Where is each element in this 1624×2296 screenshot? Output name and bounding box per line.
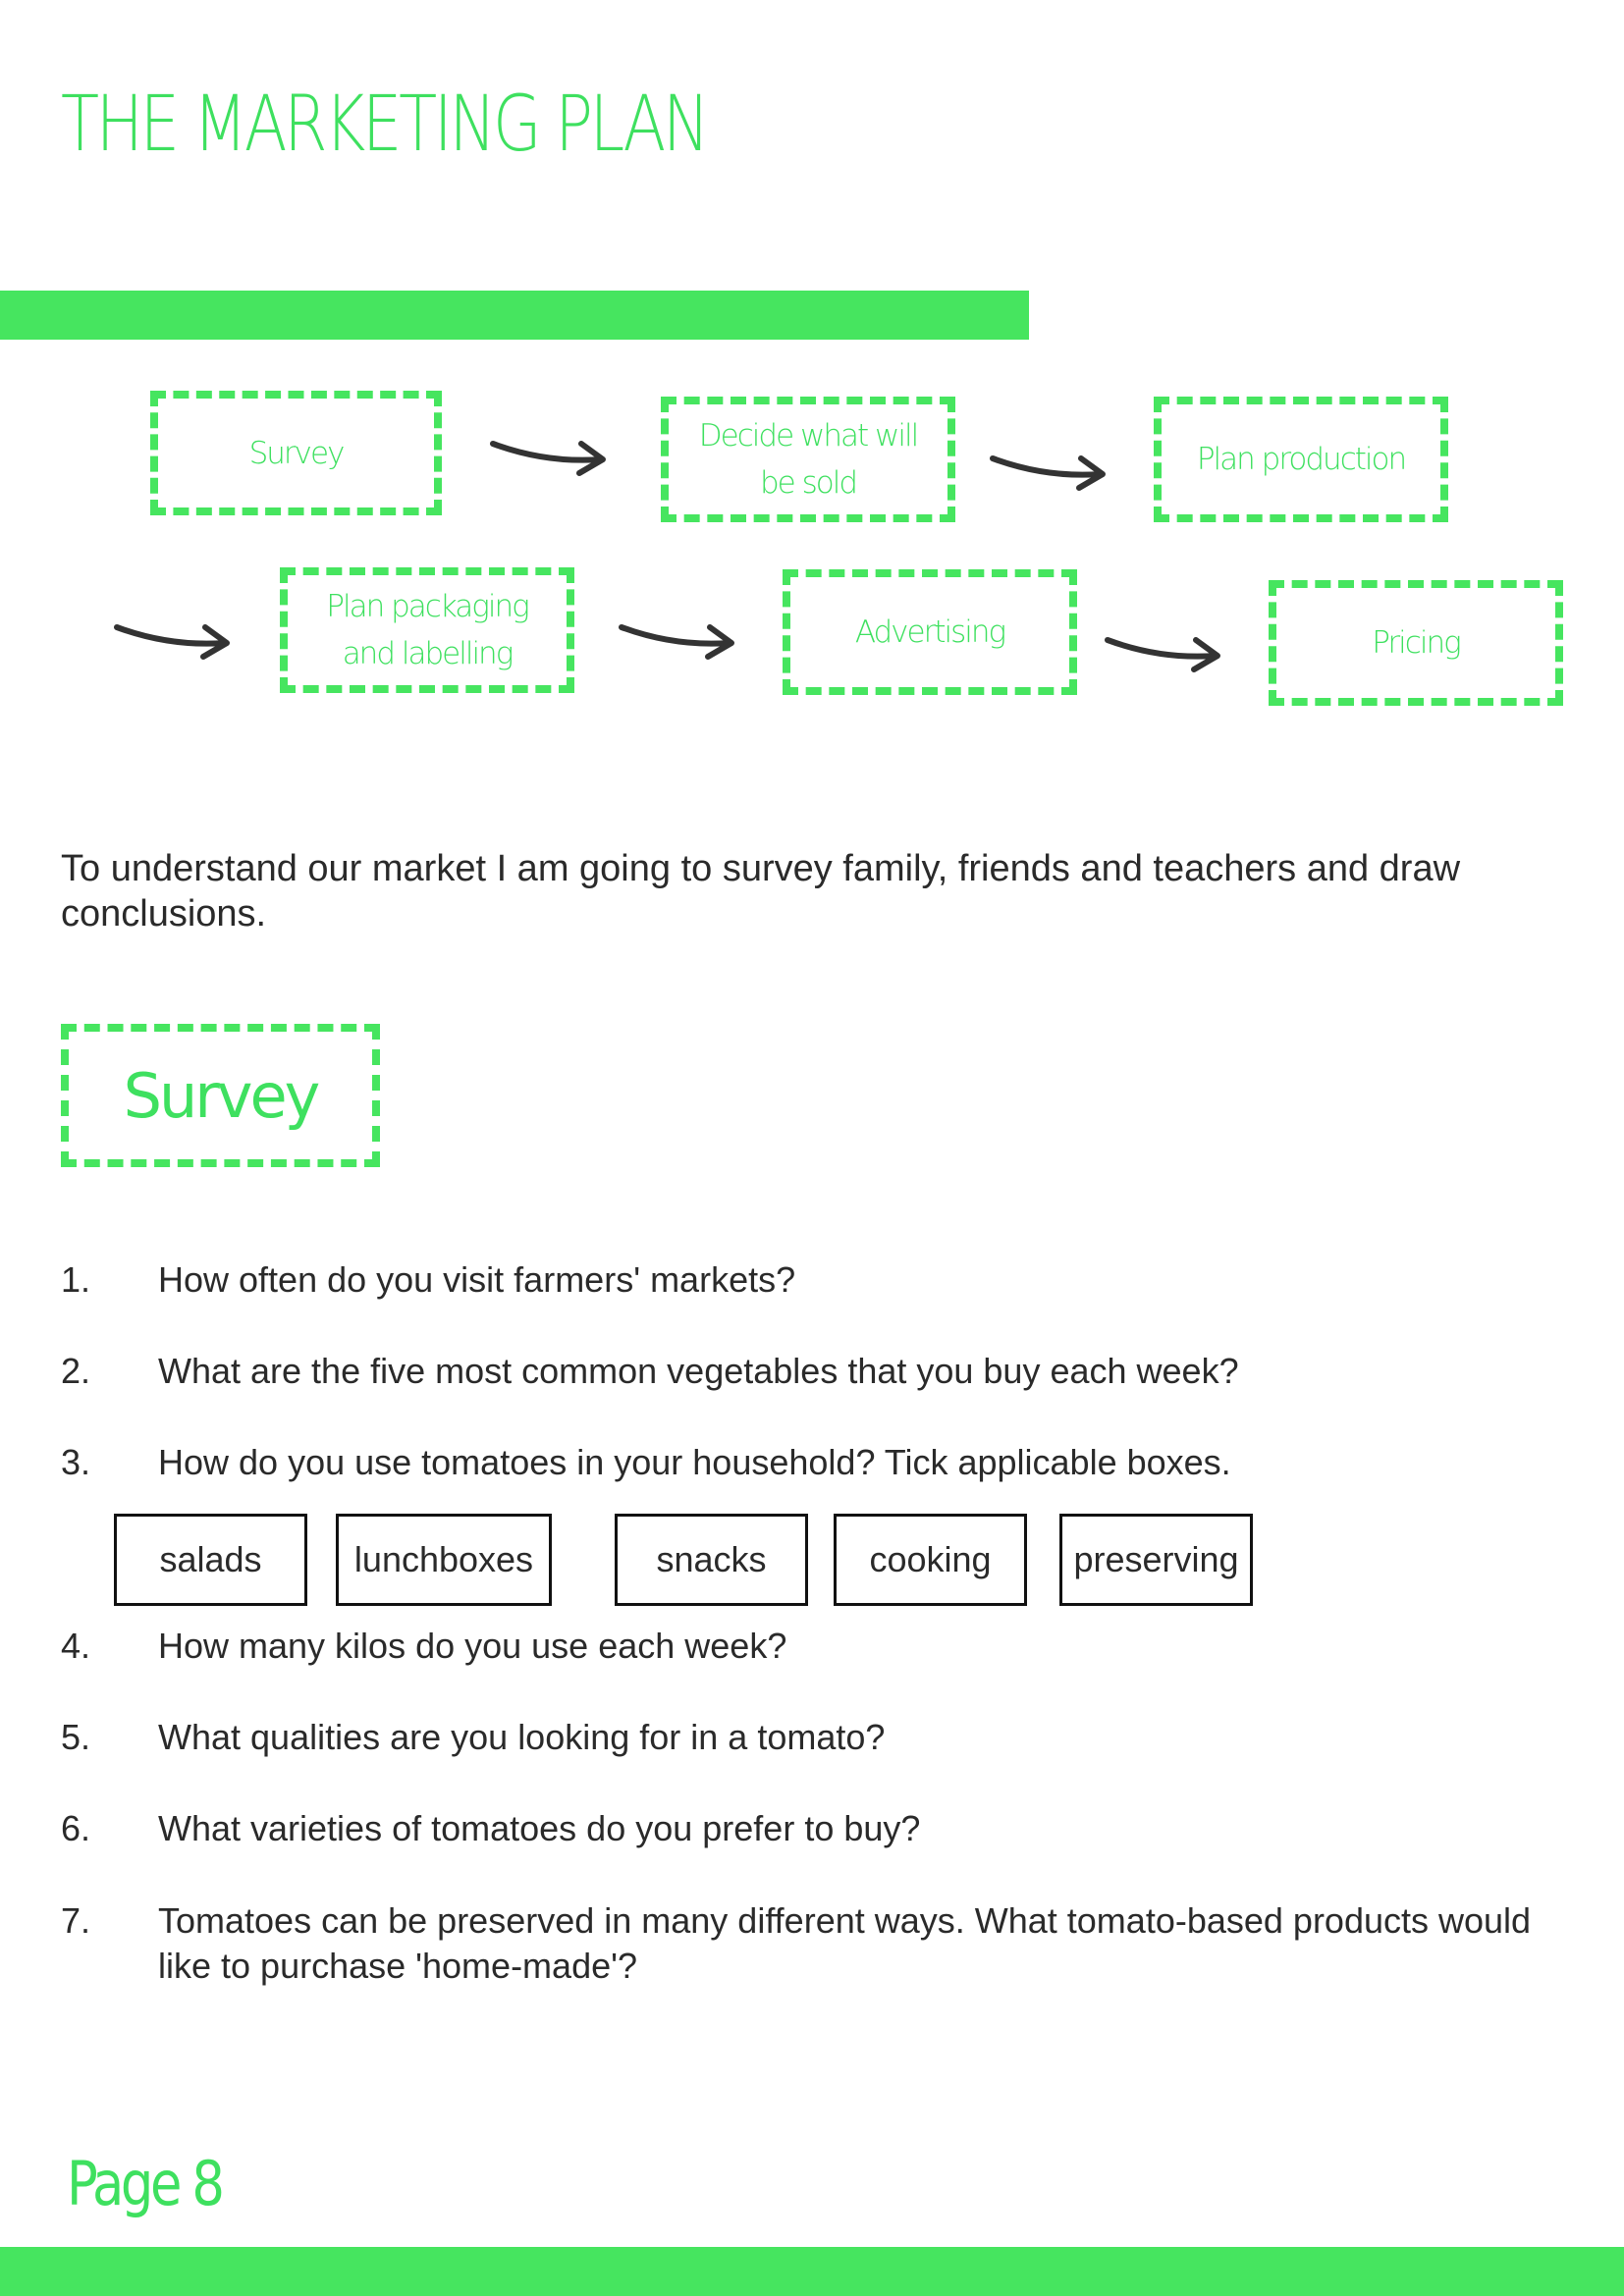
option-lunchboxes[interactable]: lunchboxes (336, 1514, 552, 1606)
question-number: 3. (61, 1442, 91, 1482)
flow-step-advertising: Advertising (783, 569, 1077, 695)
question-text: How do you use tomatoes in your household? Tick applicable boxes. (158, 1442, 1231, 1482)
arrow-right-icon (987, 447, 1114, 496)
question-number: 4. (61, 1626, 91, 1666)
option-salads[interactable]: salads (114, 1514, 307, 1606)
option-snacks[interactable]: snacks (615, 1514, 808, 1606)
question-text: What are the five most common vegetables that you buy each week? (158, 1351, 1239, 1391)
question-number: 7. (61, 1900, 91, 1941)
question-text: How often do you visit farmers' markets? (158, 1259, 796, 1300)
option-cooking[interactable]: cooking (834, 1514, 1027, 1606)
arrow-right-icon (487, 432, 615, 481)
header-accent-bar (0, 291, 1029, 340)
page-title: THE MARKETING PLAN (61, 80, 707, 169)
survey-heading: Survey (61, 1024, 380, 1167)
question-number: 1. (61, 1259, 91, 1300)
flow-step-pricing: Pricing (1269, 580, 1563, 706)
flow-step-survey: Survey (150, 391, 442, 515)
question-text: What qualities are you looking for in a tomato? (158, 1717, 886, 1757)
flow-step-decide: Decide what will be sold (661, 397, 955, 522)
question-text: What varieties of tomatoes do you prefer to buy? (158, 1808, 921, 1848)
arrow-right-icon (1102, 628, 1229, 677)
question-number: 2. (61, 1351, 91, 1391)
question-text: Tomatoes can be preserved in many different ways. What tomato-based products would like to purchase 'home-made'? (158, 1900, 1532, 1986)
flow-step-plan-production: Plan production (1154, 397, 1448, 522)
flow-step-packaging: Plan packaging and labelling (280, 567, 574, 693)
arrow-right-icon (111, 615, 239, 665)
footer-accent-bar (0, 2247, 1624, 2296)
option-preserving[interactable]: preserving (1059, 1514, 1253, 1606)
arrow-right-icon (616, 615, 743, 665)
intro-paragraph: To understand our market I am going to survey family, friends and teachers and draw conclusions. (61, 848, 1461, 934)
page-number: Page 8 (67, 2148, 222, 2219)
question-number: 5. (61, 1717, 91, 1757)
question-number: 6. (61, 1808, 91, 1848)
question-text: How many kilos do you use each week? (158, 1626, 787, 1666)
